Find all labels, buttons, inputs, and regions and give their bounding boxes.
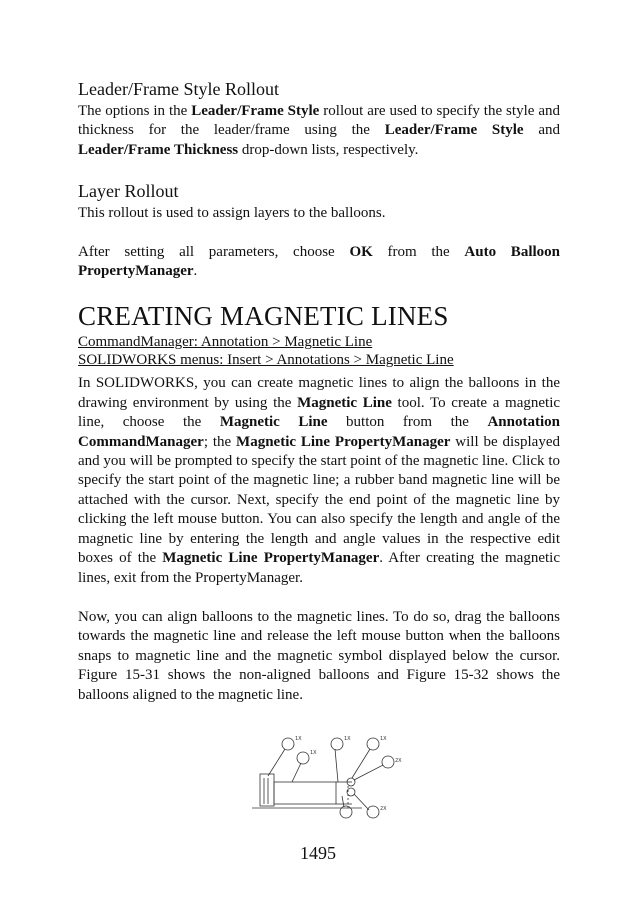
balloon-label-1: 1X — [295, 736, 302, 742]
balloon-label-4: 1X — [380, 736, 387, 742]
balloon-1 — [282, 738, 294, 750]
magnetic-lines-paragraph: In SOLIDWORKS, you can create magnetic lines to align the balloons in the drawing environment by using the Magnetic Line tool. To create a magnetic line, choose the Magnetic Line button from the Annotation CommandManager; the Magnetic Line PropertyManager will be displayed and you will be prompted to specify the start point of the magnetic line. Click to specify the start point of the magnetic line; a rubber band magnetic line will be attached with the cursor. Next, specify the end point of the magnetic line by clicking the left mouse button. You can also specify the length and angle of the magnetic line by entering the length and angle values in the respective edit boxes of the Magnetic Line PropertyManager. After creating the magnetic lines, exit from the PropertyManager. — [78, 375, 561, 586]
balloon-3 — [331, 738, 343, 750]
balloon-7 — [367, 806, 379, 818]
balloon-4 — [367, 738, 379, 750]
layer-rollout-heading: Layer Rollout — [78, 181, 179, 202]
commandmanager-path: CommandManager: Annotation > Magnetic Line — [78, 334, 373, 351]
layer-rollout-paragraph: This rollout is used to assign layers to the balloons. — [78, 205, 386, 222]
leader-frame-heading: Leader/Frame Style Rollout — [78, 79, 279, 99]
page-number: 1495 — [300, 843, 336, 863]
balloon-label-6: 2X — [380, 806, 387, 812]
page-content — [78, 78, 560, 705]
balloons-figure — [252, 730, 402, 822]
balloon-label-2: 1X — [310, 750, 317, 756]
balloon-label-5: 2X — [395, 758, 402, 764]
balloon-2 — [297, 752, 309, 764]
section-title: CREATING MAGNETIC LINES — [78, 301, 449, 332]
align-balloons-paragraph: Now, you can align balloons to the magnetic lines. To do so, drag the balloons towards the magnetic line and release the left mouse button when the balloons snaps to magnetic line and the magnetic symbol displayed below the cursor. Figure 15-31 shows the non-aligned balloons and Figure 15-32 shows the balloons aligned to the magnetic line. — [78, 608, 560, 703]
menu-path: SOLIDWORKS menus: Insert > Annotations > Magnetic Line — [78, 352, 454, 369]
leader-frame-paragraph: The options in the Leader/Frame Style rollout are used to specify the style and thickness for the leader/frame using the Leader/Frame Style and Leader/Frame Thickness drop-down lists, respectively. — [78, 103, 560, 158]
balloon-label-3: 1X — [344, 736, 351, 742]
after-setting-paragraph: After setting all parameters, choose OK from the Auto Balloon PropertyManager. — [78, 243, 560, 280]
part-block-left — [260, 774, 274, 806]
part-block-body — [274, 782, 336, 804]
balloon-5 — [382, 756, 394, 768]
